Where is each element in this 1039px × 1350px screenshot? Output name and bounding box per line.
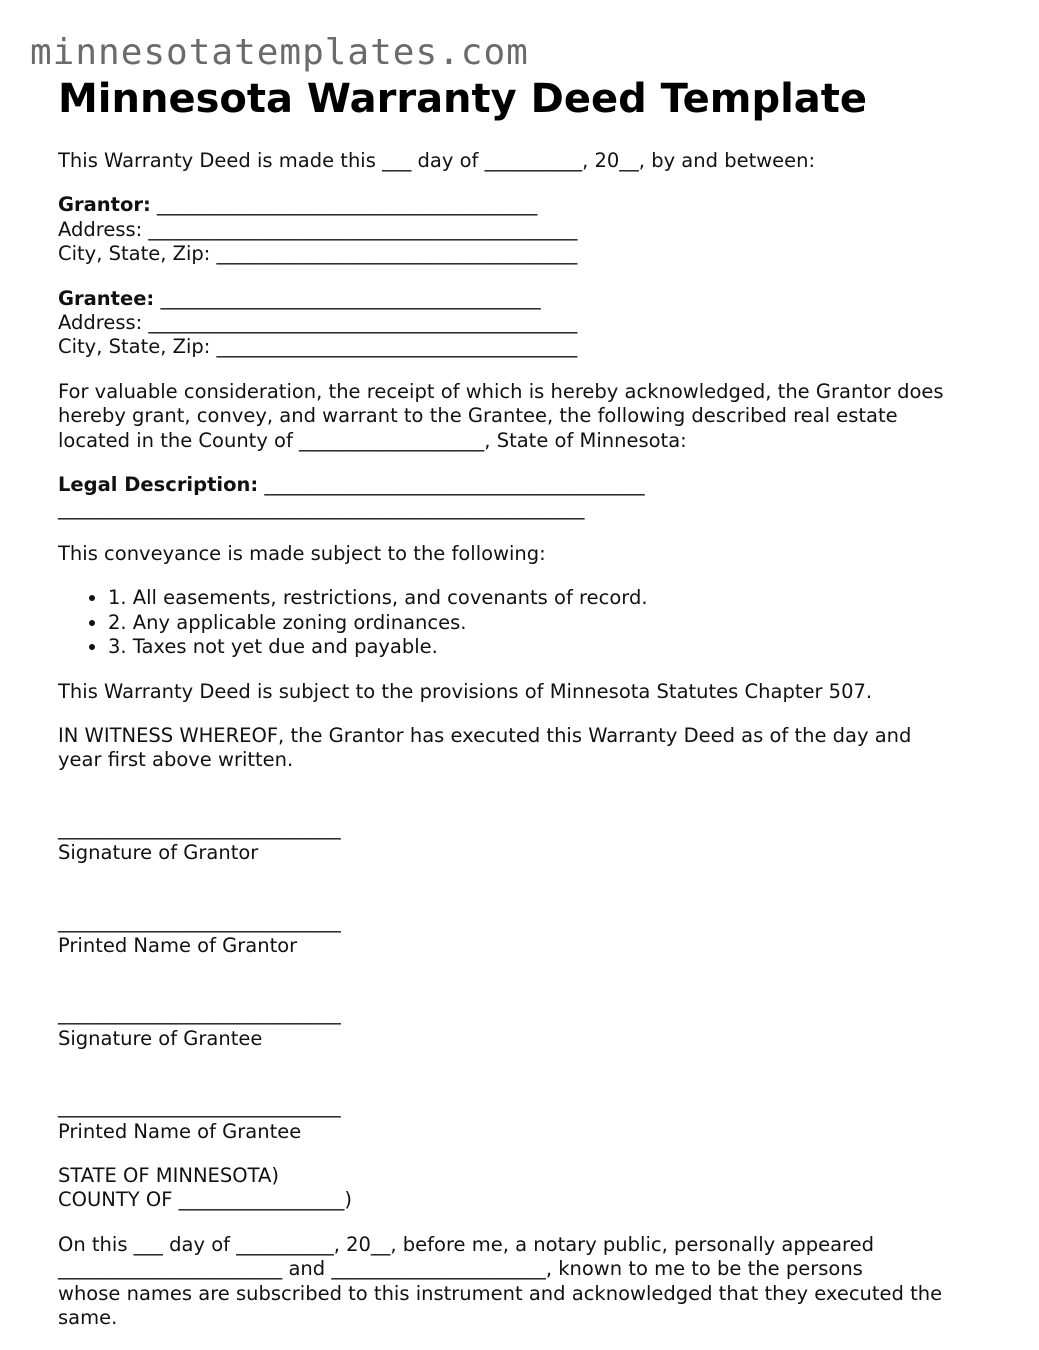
signature-block-grantor — [58, 817, 998, 866]
deed-body — [58, 149, 998, 1350]
signature-line[interactable]: _____________________________ — [58, 909, 341, 933]
printed-name-block-grantee — [58, 1095, 998, 1144]
consideration-paragraph — [58, 380, 998, 453]
signature-label: Printed Name of Grantee — [58, 1119, 302, 1143]
legal-description-label: Legal Description: — [58, 473, 259, 497]
grantor-address[interactable]: Address: ____________________________________________ — [58, 217, 578, 241]
notary-line-4: same. — [58, 1306, 118, 1329]
witness-line-2: year first above written. — [58, 748, 294, 772]
legal-description-blank-1[interactable]: _______________________________________ — [264, 473, 645, 497]
grantee-section — [58, 287, 998, 360]
subject-intro — [58, 542, 998, 566]
signature-line[interactable]: _____________________________ — [58, 1002, 341, 1026]
consideration-line-1: For valuable consideration, the receipt of which is hereby acknowledged, the Grantor does — [58, 379, 944, 403]
notary-venue — [58, 1164, 998, 1213]
grantee-name-line — [58, 287, 998, 311]
legal-description-section — [58, 473, 998, 522]
signature-label: Printed Name of Grantor — [58, 933, 298, 957]
notary-line-2[interactable]: _______________________ and ______________________, known to me to be the persons — [58, 1257, 863, 1281]
consideration-line-3[interactable]: located in the County of ___________________, State of Minnesota: — [58, 428, 687, 452]
signature-label: Signature of Grantee — [58, 1026, 263, 1050]
consideration-line-2: hereby grant, convey, and warrant to the Grantee, the following described real estate — [58, 404, 898, 428]
signature-block-grantee — [58, 1002, 998, 1051]
grantor-name-line — [58, 193, 998, 217]
clause-item: • 1. All easements, restrictions, and covenants of record. — [108, 586, 998, 610]
site-watermark: minnesotatemplates.com — [30, 32, 529, 73]
notary-paragraph — [58, 1233, 998, 1331]
subject-intro-text: This conveyance is made subject to the following: — [58, 541, 546, 565]
page-title: Minnesota Warranty Deed Template — [58, 76, 868, 122]
printed-name-block-grantor — [58, 910, 998, 959]
grantor-label: Grantor: — [58, 193, 151, 217]
clause-item: • 2. Any applicable zoning ordinances. — [108, 611, 998, 635]
grantee-address[interactable]: Address: ____________________________________________ — [58, 311, 578, 335]
statute-text: This Warranty Deed is subject to the provisions of Minnesota Statutes Chapter 507. — [58, 679, 873, 703]
witness-paragraph — [58, 724, 998, 773]
clause-item: • 3. Taxes not yet due and payable. — [108, 635, 998, 659]
clause-list — [58, 586, 998, 659]
notary-line-1[interactable]: On this ___ day of __________, 20__, before me, a notary public, personally appeared — [58, 1232, 874, 1256]
grantor-name-blank[interactable]: _______________________________________ — [157, 193, 538, 217]
grantor-city-state-zip[interactable]: City, State, Zip: _____________________________________ — [58, 242, 578, 266]
signature-line[interactable]: _____________________________ — [58, 1095, 341, 1119]
legal-description-line — [58, 473, 998, 497]
witness-line-1: IN WITNESS WHEREOF, the Grantor has executed this Warranty Deed as of the day and — [58, 723, 912, 747]
signature-line[interactable]: _____________________________ — [58, 816, 341, 840]
notary-county[interactable]: COUNTY OF _________________) — [58, 1188, 352, 1212]
grantee-city-state-zip[interactable]: City, State, Zip: _____________________________________ — [58, 335, 578, 359]
statute-paragraph — [58, 680, 998, 704]
grantee-label: Grantee: — [58, 286, 155, 310]
grantee-name-blank[interactable]: _______________________________________ — [160, 286, 541, 310]
notary-line-3: whose names are subscribed to this instrument and acknowledged that they executed the — [58, 1281, 943, 1305]
signature-label: Signature of Grantor — [58, 841, 259, 865]
intro-text: This Warranty Deed is made this ___ day of __________, 20__, by and between: — [58, 149, 816, 172]
notary-state: STATE OF MINNESOTA) — [58, 1163, 279, 1187]
intro-paragraph — [58, 149, 998, 173]
legal-description-blank-2[interactable]: ______________________________________________________ — [58, 497, 585, 521]
grantor-section — [58, 193, 998, 266]
